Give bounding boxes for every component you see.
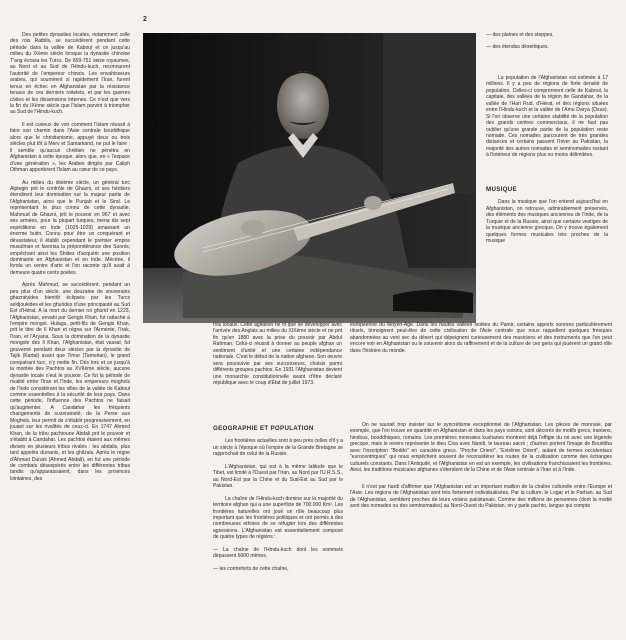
syncretism-paragraph: On ne saurait trop insister sur le syncrétisme exceptionnel de l'Afghanistan. Les pièces de monnaie, par exemple, que l'on trouve en quantité en Afghanistan et dans les pays voisins, sont décorés de motifs grecs, iraniens, hindous, bouddhiques, romains. Les premières monnaies kushanes montrent déjà l'effigie du roi avec une légende grecque, mais le revers représente le dieu Civa avec Nandi, le taureau sacré ; d'autres portent l'image de Bouddha avec l'inscription "Boddo" en caractère grecs. "Proche Orient", "Extrême Orient", autant de termes occidentaux "eurocentriques" qui nous empêchent souvent de reconsidérer les routes de la civilisation comme des échanges culturels constants. Dans l'Antiquité, et l'Afghanistan en est un exemple, les civilisations franchissaient les frontières. Ainsi, les traditions musicales afghanes s'étendent de la Chine et de l'Asie centrale à l'Iran et à l'Inde. <box>350 422 612 474</box>
history-paragraph: Après Mahmud, se succédèrent, pendant un peu plus d'un siècle, une douzaine de souverains ghaznévides bientôt éclipsés par les Turcs seldjoukides et les ghurides d'une principauté au Sud Est d'Hérat. A la mort du dernier roi ghurid en 1223, l'Afghanistan, envahi par Gengis Khan, fut rattaché à l'empire mongol. Hulagu, petit-fils de Gengis Khan, prit le titre de Il Khan et régna sur l'Arménie, l'Irak, l'Iran, et l'Aryana. Sous la domination de la dynastie mongole des Il Khan, l'Afghanistan, état vassal, fut gouverné pendant deux siècles par la dynastie de Tajik (Kartal) avant que Timur (Tamerlan), le grand conquérant turc, n'y mette fin. Dès lors et ce jusqu'à la montée des Pachtos au XVIIème siècle, aucune dynastie locale n'eut le pouvoir. Ce fut la période de rivalité entre l'Iran et l'Inde, les empereurs moghols de l'Inde considérant les villes de la vallée de Kaboul comme essentielles à la sécurité de leur pays. Dans cette période, l'influence des Pachtos ne faisait qu'augmenter. A Candahar les fréquents changements de suzeraineté, de la Perse aux Moghols, leur permit de s'établir progressivement, en jouant sur les rivalités de ceux-ci. En 1747 Ahmed Khan, de la tribu pachtoune Abdali prit le pouvoir et s'établit à Candahar. Les pachtos étaient aux mêmes divisés en plusieurs tribus rivales : les abdalis, plus tard appelés durranis, et les ghilzais. Après le règne d'Ahmad Durani (Ahmed Abdali), en fut une période de combats désespérés entre les différentes tribus tandis qu'apparaissaient, dans les provinces lointaines, des <box>10 282 130 482</box>
history-paragraph: Il est curieux de voir comment l'Islam réussit à faire son chemin dans l'Asie centrale bouddhique alors que le christianisme, appuyé deux ou trois siècles plut tôt à Merv et Samarkand, ne put le faire : il semble qu'aucun chrétien ne pénétra en Afghanistan à cette époque, alors que, en « l'espace d'une génération », les Arabes dirigés par Caliph Othman apportèrent l'Islam au cœur de ce pays. <box>10 121 130 174</box>
musician-photo <box>143 33 476 323</box>
right-column-top <box>486 32 608 250</box>
geography-paragraph: Les frontières actuelles sont à peu près celles d'il y a un siècle à l'époque où l'empire de la Grande Bretagne se rapprochait de celui de la Russie. <box>213 438 343 458</box>
music-continued-paragraph: européenne du Moyen-Age. Dans les hautes vallées isolées du Pamir, certains apports sonores particulièrement rituels, témoignent peut-être de cette civilisation de l'Asie centrale que nous rappellent quelques fresques abandonnées au vent sec du désert qui dépeignent curieusement des musiciens et des instruments que l'on peut encore voir en Afghanistan ou le souvenir alors du raffinement et de la culture de ces gens qui jouèrent un grand rôle dans l'histoire du monde. <box>350 322 612 354</box>
middle-column-top <box>213 322 342 393</box>
geography-paragraph: L'Afghanistan, qui est à la même latitude que le Tibet, est limité à l'Ouest par l'Iran, au Nord par l'U.R.S.S., au Nord-Est par la Chine et du Sud-Est au Sud par le Pakistan. <box>213 463 343 490</box>
geography-heading: GEOGRAPHIE ET POPULATION <box>213 425 314 432</box>
left-column <box>10 32 130 488</box>
musician-photo-image <box>143 33 476 323</box>
culture-paragraph: Il n'est par hardi d'affirmer que l'Afghanistan est un important maillon de la chaîne culturelle entre l'Europe et l'Asie. Les régions de l'Afghanistan sont très fortement individualisées. Par la culture, le Logar et le Parhan, au Sud de l'Afghanistan, semblent proches de leurs voisins pakistanais. Comme des millions de personnes (dont la moitié sont des nomades ou des seminomades) au Nord-Ouest du Pakistan, on y parle pachto, langue qui compte <box>350 483 612 509</box>
right-column-bottom <box>350 422 612 515</box>
page-number: 2 <box>143 16 147 23</box>
history-paragraph: Des petites dynasties locales, notamment celle des rois Ratbils, se succédèrent pendant cette période dans la vallée de Kaboul et ce jusqu'au milieu du IXème siècle lorsque la dynastie chinoise T'ang écrasa les Turcs. De 659-751 seize royaumes, au Nord et au Sud de l'Hindu-kuch, reconnurent l'autorité de l'empereur chinois. Les envahisseurs arabes, qui soumirent si rapidement l'Iran, furent tenus en échec en Afghanistan par la résistance tenace de ces derniers roitelets, et par les guerres civiles et les dissensions internes. Ce n'est que vers la fin du IXème siècle que l'Islam parvint à triompher au Sud de l'Hindu-kuch. <box>10 32 130 116</box>
history-continued-paragraph: rois locaux. Cette agitation ne fit que se développer avec l'arrivée des Anglais au milieu du XIXème siècle et ne prit fin qu'en 1880 avec la prise du pouvoir par Abdul Rahman. Celui-ci réussit à donner au peuple afghan un sentiment d'unité et une certaine indépendance nationale. C'est le début de la nation afghane. Son œuvre sera poursuivie par ses successeurs, choisis parmi différents groupes pachtos. En 1931 l'Afghanistan devient une monarchie constitutionnelle avant d'être déclaré république avec le coup d'État de juillet 1973. <box>213 322 342 387</box>
music-heading: MUSIQUE <box>486 185 517 193</box>
geography-paragraph: La chaîne de l'Hindu-kuch domine sur la majorité du territoire afghan qui a une superficie de 700.000 Km². Les frontières naturelles ont joué un rôle beaucoup plus important que les frontières politiques et ont permis à des nombreuses ethnies de se réfugier lors des différentes agressions. L'Afghanistan est essentiellement composé de quatre types de régions : <box>213 495 343 541</box>
right-column-middle <box>350 322 612 360</box>
region-list-item: — les contreforts de cette chaîne, <box>213 566 343 572</box>
region-list-item: — des plaines et des steppes, <box>486 32 608 38</box>
history-paragraph: Au milieu du dixième siècle, un général turc Alptegin prit le contrôle de Ghazni, et ses héritiers étendirent leur domination sur la majeur partie de l'Afghanistan, ainsi que le Punjab et le Sind. Le représentant le plus connu de cette dynastie, Mahmud de Ghazni, prit le pouvoir en 967 et avec ses armées, pour la plupart turques, mena dix sept expéditions en Inde (1025-1029) amassant un énorme butin. Connu pour être un conquérant et dévastateur, il établit cependant le premier empire musulman et favorisa la prépondérance des Sunnis, empêchant ainsi les Shiites d'acquérir une position dominante en Afghanistan et en Inde. Mécène, il fonda un centre d'arts et l'on raconte qu'il avait à demeure quatre cents poètes. <box>10 179 130 276</box>
music-paragraph: Dans la musique que l'on entend aujourd'hui en Afghanistan, on retrouve, admirablement préservés, des éléments des musiques anciennes de l'Inde, de la Turquie et de la Russie, ainsi que certains vestiges de la musique ancienne grecque. On y trouve également quelques formes musicales très proches de la musique <box>486 199 608 244</box>
region-list-item: — des étendus désertiques. <box>486 44 608 50</box>
region-list-item: — La chaîne de l'Hindu-kuch dont les sommets dépassent 6000 mètres, <box>213 547 343 560</box>
population-paragraph: La population de l'Afghanistan est estimée à 17 millions. Il y a peu de régions de forte densité de population. Celles-ci comprennent celle de Kaboul, la capitale, des vallées de la région de Gandahar, de la vallée de l'Hari Rud, d'Hérat, et des régions situées entre l'Hindu-kuch et la vallée de l'Amu Darya (Oxus). Si l'on observe une certaine stabilité de la population des grands centres commerciaux, il ne faut pas oublier qu'une grande partie de la population reste nomade. Ces nomades parcourent de très grandes distances et certains passent l'hiver au Pakistan, la majorité des autres nomades et seminomades restant à l'intérieur de régions plus ou moins délimitées. <box>486 74 608 159</box>
geography-section <box>213 426 343 578</box>
